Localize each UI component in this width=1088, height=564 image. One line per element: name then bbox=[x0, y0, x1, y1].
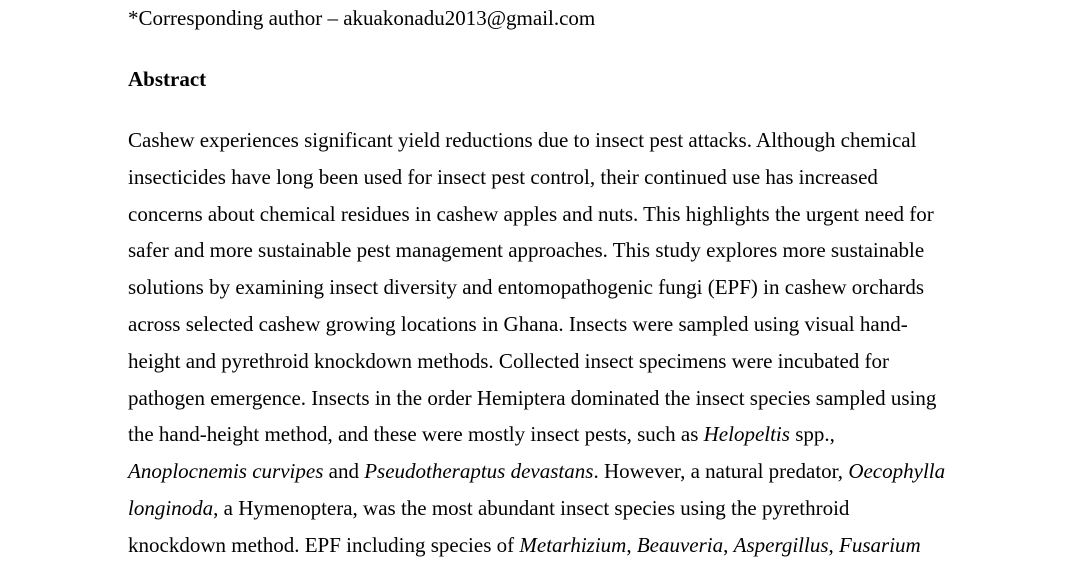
abstract-line bbox=[128, 159, 968, 196]
abstract-line bbox=[128, 343, 968, 380]
text-run: , a Hymenoptera, was the most abundant insect species using the pyrethroid bbox=[213, 495, 850, 520]
text-run: , bbox=[723, 532, 734, 557]
text-run: and bbox=[323, 459, 365, 484]
italic-term: Helopeltis bbox=[703, 422, 790, 447]
text-run: . However, a natural predator, bbox=[593, 459, 849, 484]
text-run: across selected cashew growing locations in Ghana. Insects were sampled using visual hand- bbox=[128, 311, 908, 336]
abstract-line bbox=[128, 196, 968, 233]
abstract-line bbox=[128, 416, 968, 453]
text-run: spp., bbox=[789, 422, 835, 447]
abstract-body bbox=[128, 122, 968, 564]
corresponding-author-email: akuakonadu2013@gmail.com bbox=[343, 6, 596, 30]
abstract-line bbox=[128, 306, 968, 343]
text-run: height and pyrethroid knockdown methods. Collected insect specimens were incubated for bbox=[128, 348, 890, 373]
italic-term: Fusarium bbox=[839, 532, 921, 557]
text-run: knockdown method. EPF including species of bbox=[128, 532, 520, 557]
text-run: concerns about chemical residues in cashew apples and nuts. This highlights the urgent need for bbox=[128, 201, 934, 226]
text-run: safer and more sustainable pest management approaches. This study explores more sustainable bbox=[128, 238, 925, 263]
text-run: Cashew experiences significant yield reductions due to insect pest attacks. Although chemical bbox=[128, 128, 917, 152]
abstract-line bbox=[128, 527, 968, 564]
abstract-line bbox=[128, 453, 968, 490]
text-run: , bbox=[626, 532, 637, 557]
text-run: , bbox=[828, 532, 840, 557]
abstract-line bbox=[128, 122, 968, 159]
abstract-line bbox=[128, 269, 968, 306]
italic-term: Oecophylla bbox=[848, 459, 946, 484]
corresponding-author-prefix: *Corresponding author – bbox=[128, 6, 344, 30]
text-run: solutions by examining insect diversity and entomopathogenic fungi (EPF) in cashew orchards bbox=[128, 275, 925, 300]
corresponding-author-line bbox=[128, 4, 595, 32]
italic-term: longinoda bbox=[128, 495, 214, 520]
abstract-heading: Abstract bbox=[128, 67, 207, 91]
text-run: insecticides have long been used for insect pest control, their continued use has increased bbox=[128, 164, 878, 189]
abstract-line bbox=[128, 490, 968, 527]
italic-term: Beauveria bbox=[636, 532, 724, 557]
italic-term: Aspergillus bbox=[733, 532, 829, 557]
text-run: the hand-height method, and these were mostly insect pests, such as bbox=[128, 422, 704, 447]
italic-term: Metarhizium bbox=[519, 532, 627, 557]
italic-term: Pseudotheraptus devastans bbox=[364, 459, 594, 484]
abstract-line bbox=[128, 380, 968, 417]
text-run: pathogen emergence. Insects in the order Hemiptera dominated the insect species sampled using bbox=[128, 385, 937, 410]
abstract-line bbox=[128, 232, 968, 269]
italic-term: Anoplocnemis curvipes bbox=[128, 459, 324, 484]
